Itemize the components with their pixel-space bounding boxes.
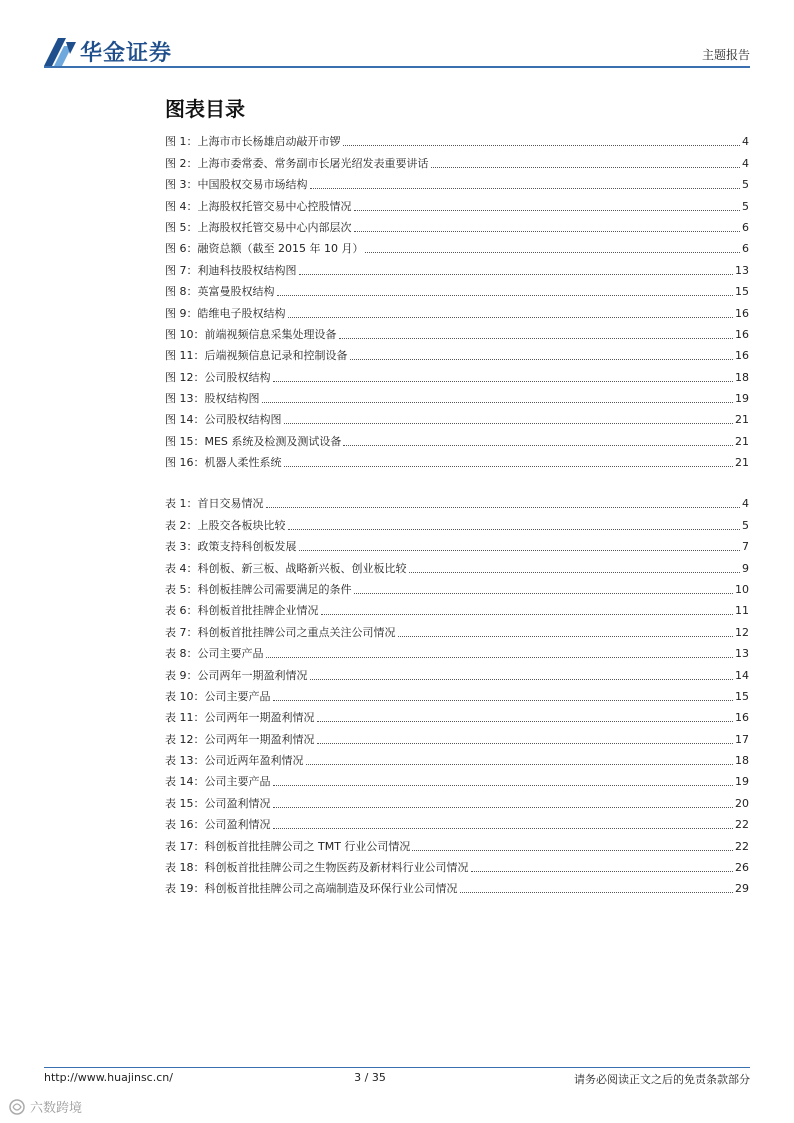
figure-list <box>165 128 749 470</box>
toc-entry-label: 表 7：科创板首批挂牌公司之重点关注公司情况 <box>165 625 396 639</box>
toc-entry[interactable] <box>165 363 749 384</box>
toc-entry-label: 表 14：公司主要产品 <box>165 775 271 789</box>
dot-leader <box>471 870 734 872</box>
dot-leader <box>409 571 741 573</box>
toc-entry-label: 图 9：皓维电子股权结构 <box>165 306 286 320</box>
dot-leader <box>266 506 741 508</box>
dot-leader <box>343 444 733 446</box>
dot-leader <box>299 549 741 551</box>
dot-leader <box>431 166 741 168</box>
toc-entry-page: 15 <box>735 689 749 703</box>
toc-entry-page: 17 <box>735 732 749 746</box>
toc-entry[interactable] <box>165 554 749 575</box>
watermark <box>8 1097 82 1116</box>
toc-entry[interactable] <box>165 192 749 213</box>
toc-entry-label: 表 11：公司两年一期盈利情况 <box>165 711 315 725</box>
toc-entry[interactable] <box>165 385 749 406</box>
toc-entry-label: 表 4：科创板、新三板、战略新兴板、创业板比较 <box>165 561 407 575</box>
watermark-logo-icon <box>8 1098 26 1116</box>
toc-entry-label: 图 15：MES 系统及检测及测试设备 <box>165 434 342 448</box>
toc-entry-label: 表 3：政策支持科创板发展 <box>165 540 297 554</box>
toc-entry[interactable] <box>165 576 749 597</box>
dot-leader <box>398 635 734 637</box>
dot-leader <box>262 401 734 403</box>
toc-entry[interactable] <box>165 854 749 875</box>
toc-entry-label: 图 14：公司股权结构图 <box>165 413 282 427</box>
toc-entry-label: 表 6：科创板首批挂牌企业情况 <box>165 604 319 618</box>
toc-entry-label: 图 8：英富曼股权结构 <box>165 285 275 299</box>
dot-leader <box>412 849 733 851</box>
dot-leader <box>266 656 734 658</box>
toc-entry-page: 19 <box>735 775 749 789</box>
toc-entry-page: 15 <box>735 285 749 299</box>
dot-leader <box>288 528 741 530</box>
toc-entry[interactable] <box>165 533 749 554</box>
toc-entry-page: 4 <box>742 135 749 149</box>
toc-entry[interactable] <box>165 725 749 746</box>
watermark-text: 六数跨境 <box>30 1101 83 1116</box>
toc-entry-page: 16 <box>735 306 749 320</box>
toc-entry[interactable] <box>165 832 749 853</box>
logo-text: 华金证券 <box>80 41 173 66</box>
dot-leader <box>299 273 734 275</box>
page-title: 图表目录 <box>165 97 245 121</box>
table-list <box>165 490 749 896</box>
toc-entry-page: 18 <box>735 754 749 768</box>
toc-entry-label: 图 7：利迪科技股权结构图 <box>165 263 297 277</box>
toc-entry-label: 图 6：融资总额（截至 2015 年 10 月） <box>165 242 364 256</box>
footer-divider <box>44 1067 750 1068</box>
toc-entry-label: 表 18：科创板首批挂牌公司之生物医药及新材料行业公司情况 <box>165 861 469 875</box>
toc-entry-page: 19 <box>735 392 749 406</box>
toc-entry-label: 表 9：公司两年一期盈利情况 <box>165 668 308 682</box>
dot-leader <box>306 763 734 765</box>
toc-entry-page: 10 <box>735 582 749 596</box>
toc-entry-page: 11 <box>735 604 749 618</box>
toc-entry-page: 6 <box>742 220 749 234</box>
toc-entry-page: 29 <box>735 882 749 896</box>
dot-leader <box>317 720 734 722</box>
toc-entry-label: 图 2：上海市委常委、常务副市长屠光绍发表重要讲话 <box>165 156 429 170</box>
toc-entry[interactable] <box>165 321 749 342</box>
toc-entry-label: 图 12：公司股权结构 <box>165 370 271 384</box>
toc-entry-page: 5 <box>742 178 749 192</box>
toc-entry-page: 16 <box>735 349 749 363</box>
dot-leader <box>284 422 734 424</box>
toc-entry[interactable] <box>165 406 749 427</box>
toc-entry[interactable] <box>165 214 749 235</box>
footer-disclaimer: 请务必阅读正文之后的免责条款部分 <box>574 1073 750 1086</box>
toc-entry-page: 4 <box>742 156 749 170</box>
toc-entry[interactable] <box>165 640 749 661</box>
toc-entry[interactable] <box>165 299 749 320</box>
toc-entry[interactable] <box>165 618 749 639</box>
dot-leader <box>354 230 741 232</box>
dot-leader <box>460 891 734 893</box>
toc-entry-label: 表 5：科创板挂牌公司需要满足的条件 <box>165 582 352 596</box>
dot-leader <box>354 209 741 211</box>
toc-entry-page: 16 <box>735 327 749 341</box>
toc-entry-page: 5 <box>742 199 749 213</box>
toc-entry-label: 表 17：科创板首批挂牌公司之 TMT 行业公司情况 <box>165 839 411 853</box>
toc-entry-label: 图 10：前端视频信息采集处理设备 <box>165 327 337 341</box>
toc-entry-label: 图 11：后端视频信息记录和控制设备 <box>165 349 348 363</box>
page-header <box>44 34 750 66</box>
dot-leader <box>284 465 734 467</box>
dot-leader <box>321 613 734 615</box>
dot-leader <box>273 806 734 808</box>
dot-leader <box>277 294 734 296</box>
toc-entry[interactable] <box>165 511 749 532</box>
toc-entry-label: 表 16：公司盈利情况 <box>165 818 271 832</box>
toc-entry[interactable] <box>165 490 749 511</box>
toc-entry[interactable] <box>165 342 749 363</box>
toc-entry-page: 16 <box>735 711 749 725</box>
dot-leader <box>310 187 741 189</box>
toc-entry[interactable] <box>165 256 749 277</box>
toc-entry[interactable] <box>165 149 749 170</box>
toc-entry-label: 表 13：公司近两年盈利情况 <box>165 754 304 768</box>
toc-entry-page: 9 <box>742 561 749 575</box>
dot-leader <box>354 592 734 594</box>
toc-entry-label: 表 2：上股交各板块比较 <box>165 518 286 532</box>
toc-entry-label: 图 16：机器人柔性系统 <box>165 456 282 470</box>
toc-entry-page: 21 <box>735 413 749 427</box>
toc-entry-page: 20 <box>735 796 749 810</box>
toc-entry-label: 表 15：公司盈利情况 <box>165 796 271 810</box>
toc-entry[interactable] <box>165 683 749 704</box>
toc-entry[interactable] <box>165 171 749 192</box>
toc-entry-page: 18 <box>735 370 749 384</box>
toc-entry-label: 表 1：首日交易情况 <box>165 497 264 511</box>
toc-entry[interactable] <box>165 278 749 299</box>
toc-entry-label: 图 5：上海股权托管交易中心内部层次 <box>165 220 352 234</box>
dot-leader <box>365 251 740 253</box>
toc-entry-label: 图 13：股权结构图 <box>165 392 260 406</box>
toc-entry-page: 22 <box>735 818 749 832</box>
report-type-label: 主题报告 <box>701 48 750 62</box>
dot-leader <box>350 358 734 360</box>
toc-entry-page: 26 <box>735 861 749 875</box>
toc-entry-page: 13 <box>735 647 749 661</box>
toc-entry-page: 21 <box>735 434 749 448</box>
toc-entry-page: 6 <box>742 242 749 256</box>
toc-entry-page: 13 <box>735 263 749 277</box>
toc-entry[interactable] <box>165 811 749 832</box>
toc-entry[interactable] <box>165 747 749 768</box>
header-divider <box>44 66 750 68</box>
dot-leader <box>288 316 734 318</box>
toc-entry-page: 14 <box>735 668 749 682</box>
dot-leader <box>343 144 741 146</box>
toc-entry-page: 4 <box>742 497 749 511</box>
toc-entry-label: 表 10：公司主要产品 <box>165 689 271 703</box>
toc-entry[interactable] <box>165 661 749 682</box>
toc-entry-page: 7 <box>742 540 749 554</box>
toc-entry-label: 表 12：公司两年一期盈利情况 <box>165 732 315 746</box>
toc-entry-label: 表 8：公司主要产品 <box>165 647 264 661</box>
toc-entry-label: 表 19：科创板首批挂牌公司之高端制造及环保行业公司情况 <box>165 882 458 896</box>
toc-entry[interactable] <box>165 875 749 896</box>
toc-entry-label: 图 1：上海市市长杨雄启动敲开市锣 <box>165 135 341 149</box>
toc-entry[interactable] <box>165 449 749 470</box>
dot-leader <box>339 337 734 339</box>
toc-entry[interactable] <box>165 597 749 618</box>
toc-entry-label: 图 4：上海股权托管交易中心控股情况 <box>165 199 352 213</box>
toc-entry[interactable] <box>165 789 749 810</box>
dot-leader <box>273 380 734 382</box>
footer-url-link[interactable]: http://www.huajinsc.cn/ <box>44 1071 173 1084</box>
toc-entry-page: 22 <box>735 839 749 853</box>
toc-entry-page: 21 <box>735 456 749 470</box>
toc-entry[interactable] <box>165 768 749 789</box>
toc-entry[interactable] <box>165 128 749 149</box>
logo-icon <box>44 34 76 66</box>
toc-entry[interactable] <box>165 704 749 725</box>
toc-entry[interactable] <box>165 235 749 256</box>
page-indicator: 3 / 35 <box>354 1071 386 1084</box>
toc-entry-page: 12 <box>735 625 749 639</box>
dot-leader <box>317 742 734 744</box>
dot-leader <box>273 699 734 701</box>
dot-leader <box>273 827 734 829</box>
dot-leader <box>310 678 734 680</box>
toc-entry-page: 5 <box>742 518 749 532</box>
toc-entry[interactable] <box>165 427 749 448</box>
toc-entry-label: 图 3：中国股权交易市场结构 <box>165 178 308 192</box>
dot-leader <box>273 784 734 786</box>
